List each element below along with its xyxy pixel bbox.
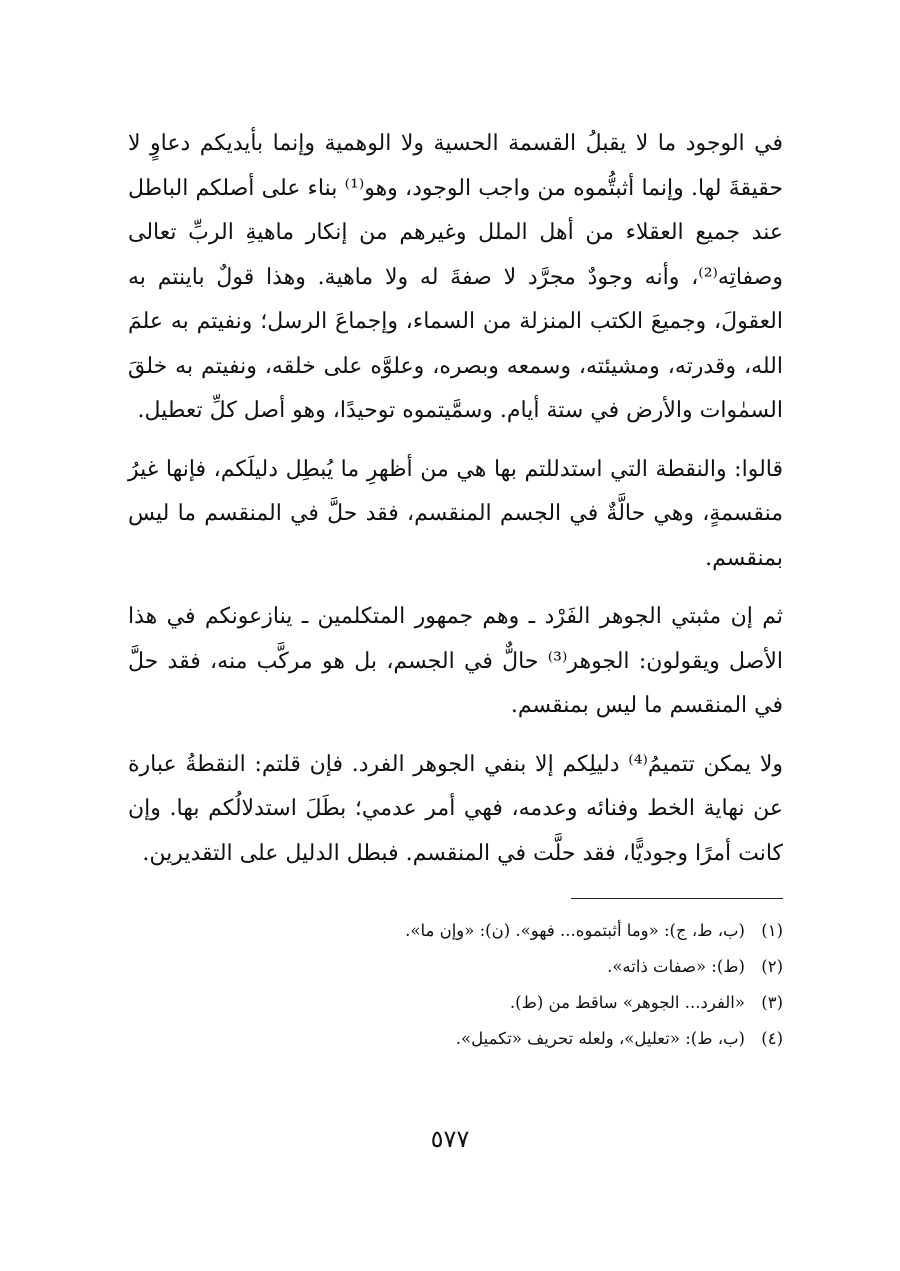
- main-text: [128, 122, 783, 876]
- footnote-text: (ب، ط): «تعليل»، ولعله تحريف «تكميل».: [455, 1029, 745, 1048]
- footnote-divider: [571, 898, 783, 899]
- footnote-number: (٢): [761, 957, 783, 976]
- footnote-1: [128, 913, 783, 949]
- paragraph-1: في الوجود ما لا يقبلُ القسمة الحسية ولا الوهمية وإنما بأيديكم دعاوٍ لا حقيقةَ لها. وإنما أثبتُّموه من واجب الوجود، وهو⁽¹⁾ بناء على أصلكم الباطل عند جميع العقلاء من أهل الملل وغيرهم من إنكار ماهيةِ الربِّ تعالى وصفاتِه⁽²⁾، وأنه وجودٌ مجرَّد لا صفةَ له ولا ماهية. وهذا قولٌ باينتم به العقولَ، وجميعَ الكتب المنزلة من السماء، وإجماعَ الرسل؛ ونفيتم به علمَ الله، وقدرته، ومشيئته، وسمعه وبصره، وعلوَّه على خلقه، ونفيتم به خلقَ السمٰوات والأرض في ستة أيام. وسمَّيتموه توحيدًا، وهو أصل كلِّ تعطيل.: [128, 131, 783, 423]
- footnote-text: «الفرد... الجوهر» ساقط من (ط).: [509, 993, 745, 1012]
- footnote-text: (ب، ط، ج): «وما أثبتموه... فهو». (ن): «وإن ما».: [405, 921, 745, 940]
- footnote-number: (٤): [761, 1029, 783, 1048]
- footnote-number: (١): [761, 921, 783, 940]
- footnotes: [128, 913, 783, 1057]
- page-number: ٥٧٧: [430, 1125, 470, 1153]
- paragraph-2: قالوا: والنقطة التي استدللتم بها هي من أظهرِ ما يُبطِل دليلَكم، فإنها غيرُ منقسمةٍ، وهي حالَّةٌ في الجسم المنقسم، فقد حلَّ في المنقسم ما ليس بمنقسم.: [128, 456, 783, 571]
- footnote-2: [128, 949, 783, 985]
- page-content: [128, 122, 783, 1057]
- paragraph-4: ولا يمكن تتميمُ⁽⁴⁾ دليلِكم إلا بنفي الجوهر الفرد. فإن قلتم: النقطةُ عبارة عن نهاية الخط وفنائه وعدمه، فهي أمر عدمي؛ بطَلَ استدلالُكم بها. وإن كانت أمرًا وجوديًّا، فقد حلَّت في المنقسم. فبطل الدليل على التقديرين.: [128, 751, 783, 866]
- paragraph-3: ثم إن مثبتي الجوهر الفَرْد ـ وهم جمهور المتكلمين ـ ينازعونكم في هذا الأصل ويقولون: الجوهر⁽³⁾ حالٌّ في الجسم، بل هو مركَّب منه، فقد حلَّ في المنقسم ما ليس بمنقسم.: [128, 604, 784, 718]
- footnote-number: (٣): [761, 993, 783, 1012]
- footnote-3: [128, 985, 783, 1021]
- footnote-text: (ط): «صفات ذاته».: [607, 957, 745, 976]
- footnote-4: [128, 1021, 783, 1057]
